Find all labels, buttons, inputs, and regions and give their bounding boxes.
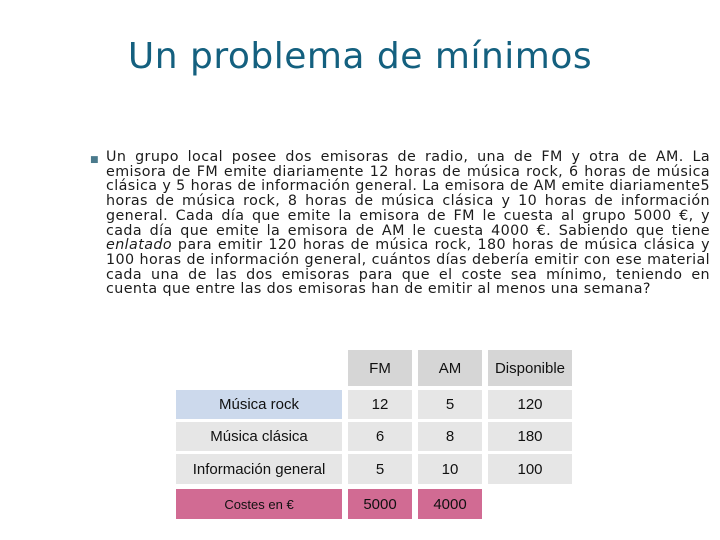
data-table	[176, 350, 572, 519]
problem-text-emphasis: enlatado	[106, 237, 172, 254]
row-label-information: Información general	[176, 454, 342, 484]
cell-classical-am: 8	[418, 422, 482, 451]
header-available: Disponible	[488, 350, 572, 386]
problem-statement	[106, 150, 710, 297]
row-label-costs: Costes en €	[176, 489, 342, 519]
cell-classical-available: 180	[488, 422, 572, 451]
cell-cost-fm: 5000	[348, 489, 412, 519]
row-label-rock: Música rock	[176, 390, 342, 419]
cell-cost-am: 4000	[418, 489, 482, 519]
cell-rock-available: 120	[488, 390, 572, 419]
problem-text-part2: para emitir 120 horas de música rock, 180 horas de música clásica y 100 horas de información general, cuántos días debería emitir con ese material cada una de las dos emisoras para que el coste sea mínimo, teniendo en cuenta que entre las dos emisoras han de emitir al menos una semana?	[106, 237, 710, 298]
cell-information-am: 10	[418, 454, 482, 484]
cell-classical-fm: 6	[348, 422, 412, 451]
header-fm: FM	[348, 350, 412, 386]
row-label-classical: Música clásica	[176, 422, 342, 451]
cell-information-available: 100	[488, 454, 572, 484]
header-am: AM	[418, 350, 482, 386]
cell-information-fm: 5	[348, 454, 412, 484]
problem-text-part1: Un grupo local posee dos emisoras de radio, una de FM y otra de AM. La emisora de FM emite diariamente 12 horas de música rock, 6 horas de música clásica y 5 horas de información general. La emisora de AM emite diariamente5 horas de música rock, 8 horas de música clásica y 10 horas de información general. Cada día que emite la emisora de FM le cuesta al grupo 5000 €, y cada día que emite la emisora de AM le cuesta 4000 €. Sabiendo que tiene	[106, 149, 710, 239]
cell-rock-fm: 12	[348, 390, 412, 419]
slide-title: Un problema de mínimos	[127, 36, 593, 77]
square-bullet-icon: ■	[90, 155, 99, 165]
cell-rock-am: 5	[418, 390, 482, 419]
